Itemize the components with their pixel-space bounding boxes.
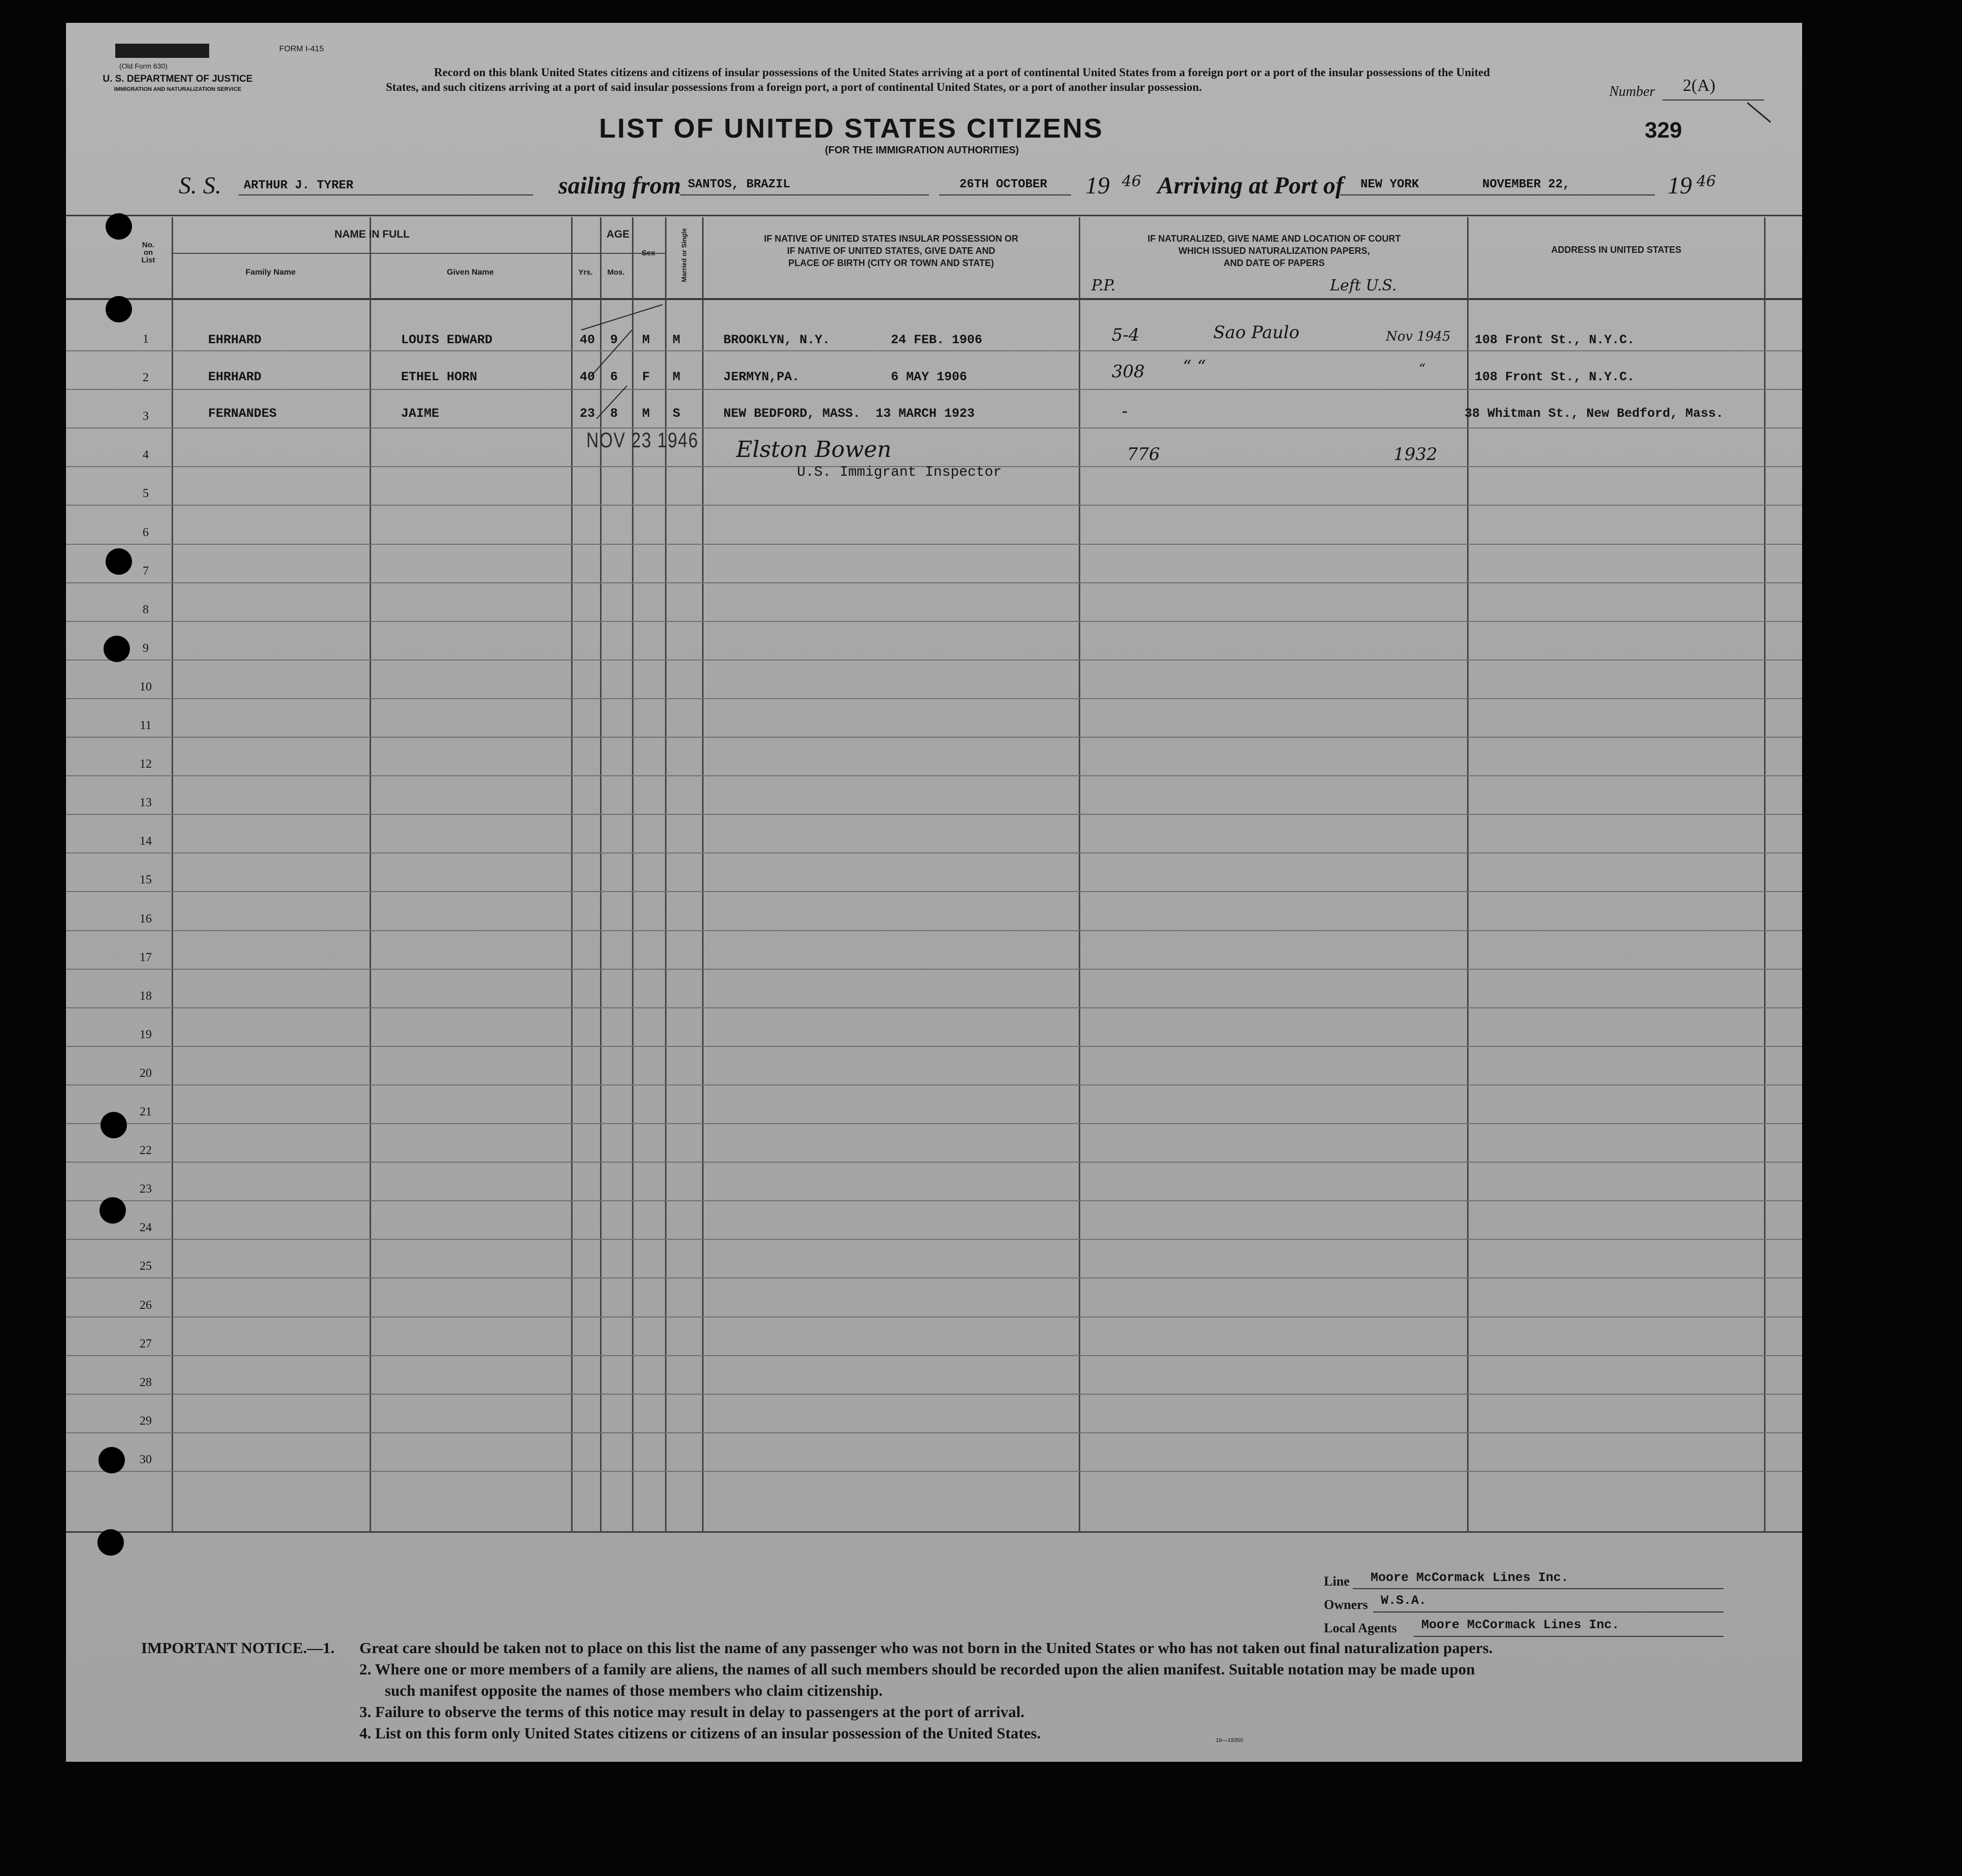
- local-agents-underline: [1414, 1636, 1723, 1637]
- row-rule: [66, 930, 1802, 931]
- row-rule: [66, 1123, 1802, 1124]
- row3-sex: M: [642, 406, 650, 421]
- punch-hole: [97, 1529, 124, 1556]
- notice-item-2: 2. Where one or more members of a family are aliens, the names of all such members should be recorded upon the alien manifest. Suitable notation may be made upon: [359, 1660, 1475, 1678]
- row-rule: [66, 1394, 1802, 1395]
- row-number: 28: [140, 1375, 152, 1389]
- line-underline: [1353, 1588, 1723, 1589]
- row-number: 1: [143, 333, 149, 346]
- local-agents-label: Local Agents: [1324, 1621, 1397, 1635]
- row-rule: [66, 814, 1802, 815]
- department-name: U. S. DEPARTMENT OF JUSTICE: [103, 74, 253, 84]
- row-rule: [66, 1046, 1802, 1047]
- row2-mos: 6: [610, 370, 618, 384]
- row-number: 9: [143, 641, 149, 655]
- row-rule: [66, 621, 1802, 622]
- row-number: 8: [143, 603, 149, 616]
- row-number: 11: [140, 719, 152, 732]
- owners-label: Owners: [1324, 1597, 1368, 1612]
- handwritten-year: 1932: [1393, 444, 1438, 465]
- manifest-sheet: [66, 23, 1802, 1762]
- number-underline: [1662, 100, 1764, 101]
- arrival-port: NEW YORK: [1360, 178, 1419, 191]
- row-number: 29: [140, 1414, 152, 1428]
- form-number: FORM I-415: [279, 45, 324, 53]
- row2-given-name: ETHEL HORN: [401, 370, 478, 384]
- punch-hole: [106, 548, 132, 575]
- header-naturalized: IF NATURALIZED, GIVE NAME AND LOCATION OF COURT WHICH ISSUED NATURALIZATION PAPERS, AND DATE OF PAPERS: [1147, 234, 1401, 268]
- number-label: Number: [1609, 84, 1655, 100]
- ship-name: ARTHUR J. TYRER: [244, 179, 354, 192]
- header-name-in-full: NAME IN FULL: [334, 228, 410, 240]
- row-rule: [66, 1239, 1802, 1240]
- punch-hole: [101, 1112, 127, 1138]
- age-tick-marks: [571, 300, 673, 421]
- row-rule: [66, 582, 1802, 583]
- header-birth: IF NATIVE OF UNITED STATES INSULAR POSSESSION OR IF NATIVE OF UNITED STATES, GIVE DATE AND PLACE OF BIRTH (CITY OR TOWN AND STATE): [763, 234, 1019, 268]
- row-rule: [66, 1277, 1802, 1278]
- arrival-date-stamp: NOV 23 1946: [586, 428, 699, 452]
- row-number: 5: [143, 487, 149, 501]
- row3-family-name: FERNANDES: [208, 406, 277, 421]
- row3-marital: S: [673, 406, 681, 421]
- year-prefix: 19: [1085, 172, 1110, 199]
- row-number: 15: [140, 873, 152, 887]
- print-code: 16—19350: [1216, 1737, 1243, 1743]
- form-subtitle: (FOR THE IMMIGRATION AUTHORITIES): [825, 145, 1019, 156]
- row-number: 14: [140, 835, 152, 848]
- row-number: 22: [140, 1144, 152, 1158]
- col-rule-birth: [1079, 217, 1080, 1532]
- row-rule: [66, 1162, 1802, 1163]
- row-rule: [66, 427, 1802, 429]
- col-rule-address: [1764, 217, 1766, 1532]
- row-rule: [66, 969, 1802, 970]
- punch-hole: [106, 296, 132, 322]
- row1-yrs: 40: [580, 333, 595, 347]
- row-rule: [66, 1471, 1802, 1472]
- col-rule-family: [370, 217, 371, 1532]
- row2-nat-court: “ “: [1183, 356, 1206, 377]
- line-value: Moore McCormack Lines Inc.: [1371, 1570, 1569, 1585]
- sailing-label: sailing from: [558, 172, 681, 199]
- punch-hole: [99, 1197, 126, 1224]
- row-number: 10: [140, 680, 152, 694]
- header-mos: Mos.: [607, 268, 625, 277]
- header-given-name: Given Name: [447, 268, 494, 277]
- row1-nat-number: 5-4: [1112, 325, 1140, 345]
- row-rule: [66, 660, 1802, 661]
- header-sex: Sex: [642, 249, 655, 257]
- row3-given-name: JAIME: [401, 406, 440, 421]
- row2-birth-place: JERMYN,PA.: [723, 370, 800, 384]
- row-number: 12: [140, 758, 152, 771]
- notice-item-2-cont: such manifest opposite the names of those members who claim citizenship.: [385, 1682, 883, 1699]
- form-instructions: Record on this blank United States citizens and citizens of insular possessions of the United States arriving at a port of continental United States from a foreign port or a port of the insular possessions of the United States, and such citizens arriving at a port of said insular possessions from a foreign port, a port of continental United States, or a port of another insular possession.: [386, 66, 1490, 93]
- row2-address: 108 Front St., N.Y.C.: [1475, 370, 1635, 384]
- row1-birth-date: 24 FEB. 1906: [891, 333, 983, 347]
- table-bottom-rule: [66, 1531, 1802, 1533]
- from-underline: [680, 194, 929, 195]
- inspector-title: U.S. Immigrant Inspector: [797, 465, 1002, 480]
- table-top-rule: [66, 215, 1802, 216]
- header-age: AGE: [606, 228, 630, 240]
- punch-hole: [104, 636, 130, 662]
- arriving-label: Arriving at Port of: [1157, 172, 1344, 199]
- row-number: 21: [140, 1105, 152, 1118]
- row-rule: [66, 505, 1802, 506]
- list-number: 2(A): [1683, 76, 1716, 95]
- row1-marital: M: [673, 333, 681, 347]
- row-rule: [66, 737, 1802, 738]
- ss-label: S. S.: [179, 172, 221, 199]
- row3-address: 38 Whitman St., New Bedford, Mass.: [1465, 406, 1724, 421]
- row-number: 18: [140, 989, 152, 1003]
- arrival-date: NOVEMBER 22,: [1482, 178, 1570, 191]
- departure-port: SANTOS, BRAZIL: [688, 178, 790, 191]
- row-rule: [66, 1355, 1802, 1356]
- row1-given-name: LOUIS EDWARD: [401, 333, 493, 347]
- row-rule: [66, 544, 1802, 545]
- row-number: 16: [140, 912, 152, 926]
- row3-birth-place: NEW BEDFORD, MASS.: [723, 406, 861, 421]
- row-rule: [66, 1432, 1802, 1433]
- handwritten-number: 776: [1127, 444, 1160, 465]
- old-form-number: (Old Form 630): [119, 62, 168, 70]
- row2-yrs: 40: [580, 370, 595, 384]
- punch-hole: [106, 213, 132, 240]
- header-bottom-rule: [66, 298, 1802, 300]
- arrival-year: 46: [1697, 173, 1716, 190]
- header-note-left-us: Left U.S.: [1330, 277, 1397, 294]
- row1-nat-date: Nov 1945: [1386, 329, 1451, 344]
- notice-heading: IMPORTANT NOTICE.—1.: [141, 1639, 335, 1657]
- row2-family-name: EHRHARD: [208, 370, 262, 384]
- header-note-pp: P.P.: [1091, 277, 1116, 294]
- arrival-year-prefix: 19: [1668, 172, 1692, 199]
- row-rule: [66, 891, 1802, 892]
- col-rule-ms: [702, 217, 704, 1532]
- row-rule: [66, 1317, 1802, 1318]
- header-no-on-list: No. on List: [141, 241, 155, 265]
- redaction-mark: [115, 44, 209, 58]
- port-underline: [1340, 194, 1655, 195]
- owners-value: W.S.A.: [1381, 1593, 1427, 1608]
- local-agents-value: Moore McCormack Lines Inc.: [1421, 1618, 1620, 1632]
- row3-yrs: 23: [580, 406, 595, 421]
- row2-nat-date: “: [1419, 361, 1426, 377]
- row1-nat-court: Sao Paulo: [1213, 322, 1300, 343]
- row1-birth-place: BROOKLYN, N.Y.: [723, 333, 830, 347]
- row-rule: [66, 1084, 1802, 1085]
- service-name: IMMIGRATION AND NATURALIZATION SERVICE: [114, 86, 242, 92]
- date-underline: [939, 194, 1071, 195]
- owners-underline: [1373, 1611, 1723, 1612]
- row2-nat-number: 308: [1112, 361, 1145, 382]
- row-number: 17: [140, 950, 152, 964]
- departure-date: 26TH OCTOBER: [959, 178, 1047, 191]
- page-number: 329: [1645, 118, 1682, 143]
- header-family-name: Family Name: [245, 268, 296, 277]
- row3-nat-number: -: [1122, 401, 1128, 421]
- row2-marital: M: [673, 370, 681, 384]
- header-yrs: Yrs.: [578, 268, 593, 277]
- row-number: 20: [140, 1066, 152, 1080]
- line-label: Line: [1324, 1574, 1350, 1589]
- row-rule: [66, 350, 1802, 351]
- name-header-split: [172, 253, 573, 254]
- row-rule: [66, 1007, 1802, 1008]
- row-number: 19: [140, 1028, 152, 1041]
- row-number: 24: [140, 1221, 152, 1235]
- row-number: 3: [143, 410, 149, 423]
- row-rule: [66, 1200, 1802, 1201]
- header-married-single: Married or Single: [680, 228, 688, 282]
- row1-sex: M: [642, 333, 650, 347]
- row-number: 7: [143, 564, 149, 578]
- notice-item-4: 4. List on this form only United States citizens or citizens of an insular possession of the United States.: [359, 1724, 1041, 1742]
- inspector-signature: Elston Bowen: [736, 437, 892, 463]
- form-title: LIST OF UNITED STATES CITIZENS: [599, 113, 1104, 144]
- row-number: 2: [143, 371, 149, 385]
- row1-mos: 9: [610, 333, 618, 347]
- row-number: 26: [140, 1298, 152, 1312]
- row-number: 27: [140, 1337, 152, 1351]
- row-number: 13: [140, 796, 152, 810]
- row-rule: [66, 389, 1802, 390]
- notice-item-3: 3. Failure to observe the terms of this notice may result in delay to passengers at the port of arrival.: [359, 1703, 1025, 1721]
- row-number: 6: [143, 525, 149, 539]
- row3-mos: 8: [610, 406, 618, 421]
- row2-sex: F: [642, 370, 650, 384]
- col-rule-no: [172, 217, 173, 1532]
- notice-item-1: Great care should be taken not to place on this list the name of any passenger who was not born in the United States or who has not taken out final naturalization papers.: [359, 1639, 1493, 1657]
- row-rule: [66, 852, 1802, 853]
- departure-year: 46: [1122, 173, 1142, 190]
- row2-birth-date: 6 MAY 1906: [891, 370, 968, 384]
- ship-underline: [239, 194, 533, 195]
- header-address: ADDRESS IN UNITED STATES: [1551, 245, 1682, 255]
- row-number: 25: [140, 1260, 152, 1273]
- row-number: 23: [140, 1182, 152, 1196]
- row-number: 30: [140, 1453, 152, 1466]
- row1-family-name: EHRHARD: [208, 333, 262, 347]
- row1-address: 108 Front St., N.Y.C.: [1475, 333, 1635, 347]
- punch-hole: [98, 1447, 125, 1473]
- row-rule: [66, 775, 1802, 776]
- row-rule: [66, 698, 1802, 699]
- row3-birth-date: 13 MARCH 1923: [876, 406, 975, 421]
- row-number: 4: [143, 448, 149, 462]
